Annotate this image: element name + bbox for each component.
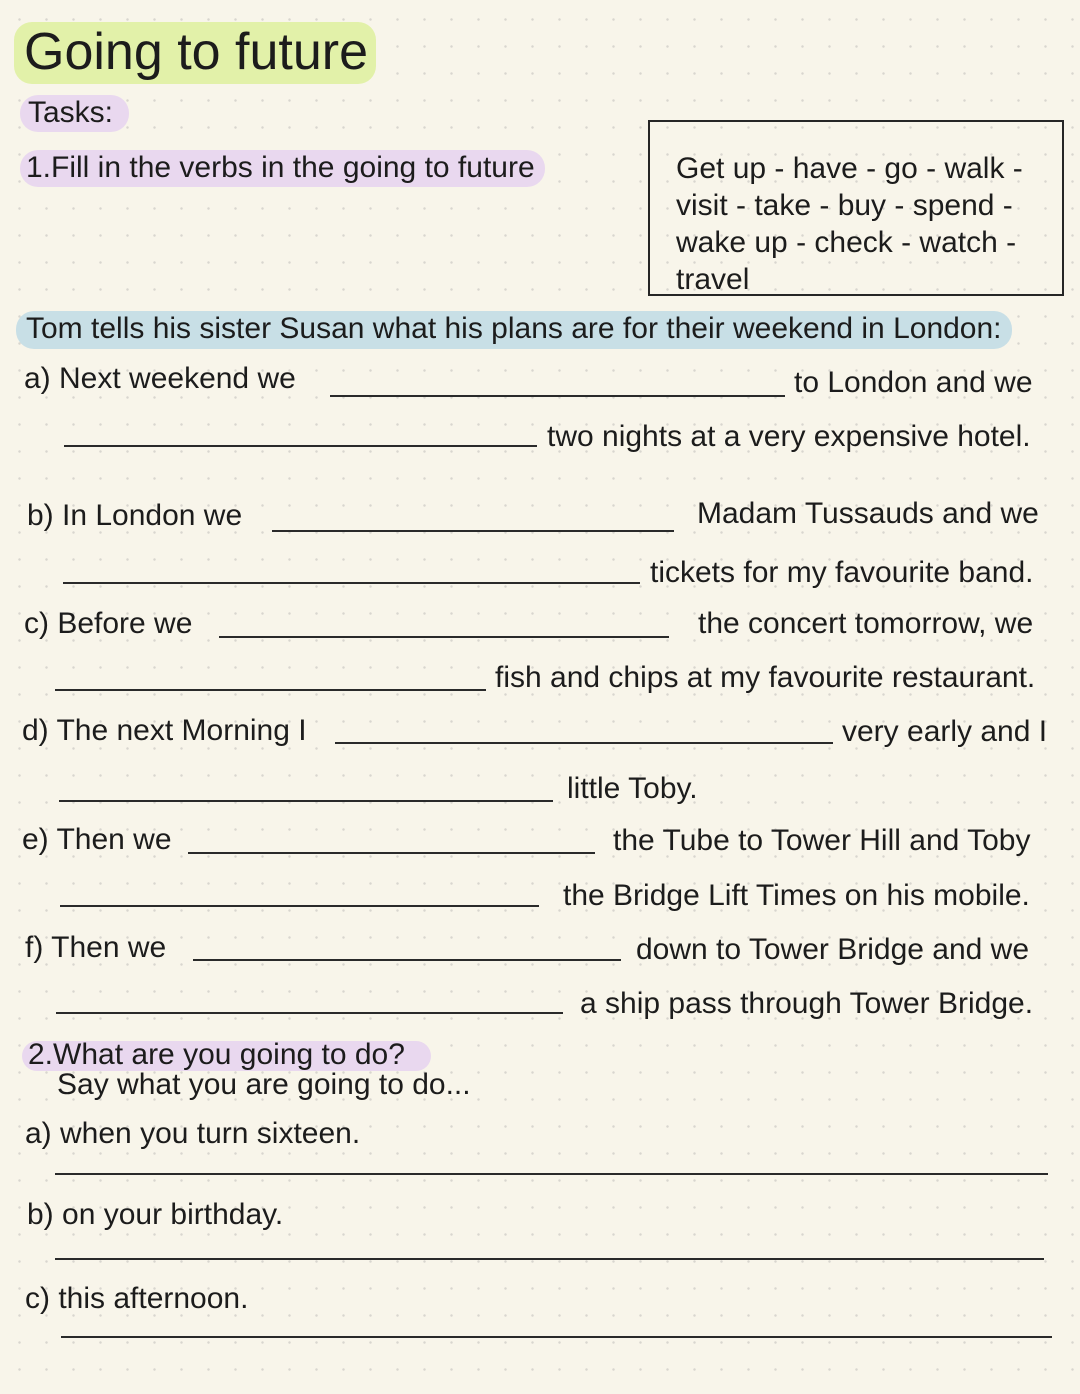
exercise-d-blank-1[interactable] xyxy=(335,742,833,744)
exercise-d-start: d) The next Morning I xyxy=(22,714,307,747)
exercise-b-end: Madam Tussauds and we xyxy=(697,497,1039,530)
intro-sentence: Tom tells his sister Susan what his plans are for their weekend in London: xyxy=(16,311,1012,349)
exercise-c-blank-1[interactable] xyxy=(219,636,669,638)
exercise-c-blank-2[interactable] xyxy=(55,689,486,691)
exercise-c-line2: fish and chips at my favourite restaurant. xyxy=(495,661,1036,694)
exercise-c-end: the concert tomorrow, we xyxy=(698,607,1034,640)
task1-instruction xyxy=(20,150,545,187)
task2-prompt-a: a) when you turn sixteen. xyxy=(25,1117,361,1150)
page-title: Going to future xyxy=(14,22,376,84)
task1-text: Fill in the verbs in the going to future xyxy=(51,151,535,184)
task2-number: 2. xyxy=(28,1038,54,1071)
exercise-a-end: to London and we xyxy=(794,366,1033,399)
exercise-f-blank-1[interactable] xyxy=(193,959,621,961)
exercise-a-blank-1[interactable] xyxy=(330,395,785,397)
exercise-f-line2: a ship pass through Tower Bridge. xyxy=(580,987,1034,1020)
exercise-e-blank-1[interactable] xyxy=(188,852,595,854)
exercise-a-blank-2[interactable] xyxy=(64,445,537,447)
exercise-b-blank-1[interactable] xyxy=(272,530,674,532)
exercise-f-end: down to Tower Bridge and we xyxy=(636,933,1030,966)
task2-heading-text: What are you going to do? xyxy=(53,1038,405,1071)
exercise-e-start: e) Then we xyxy=(22,823,172,856)
exercise-f-blank-2[interactable] xyxy=(56,1012,563,1014)
word-box-line: travel xyxy=(676,263,750,296)
task2-subheading: Say what you are going to do... xyxy=(57,1068,471,1101)
exercise-a-start: a) Next weekend we xyxy=(24,362,296,395)
task2-answer-c-line[interactable] xyxy=(61,1336,1052,1338)
exercise-e-end: the Tube to Tower Hill and Toby xyxy=(613,824,1031,857)
task2-answer-b-line[interactable] xyxy=(55,1258,1044,1260)
task2-answer-a-line[interactable] xyxy=(55,1173,1048,1175)
exercise-e-line2: the Bridge Lift Times on his mobile. xyxy=(563,879,1030,912)
verb-word-box xyxy=(648,120,1064,296)
task2-heading xyxy=(22,1038,431,1071)
exercise-f-start: f) Then we xyxy=(25,931,167,964)
exercise-d-end: very early and I xyxy=(842,715,1048,748)
exercise-e-blank-2[interactable] xyxy=(60,905,539,907)
exercise-b-blank-2[interactable] xyxy=(63,582,640,584)
exercise-a-line2: two nights at a very expensive hotel. xyxy=(547,420,1031,453)
word-box-line: Get up - have - go - walk - xyxy=(676,152,1023,185)
word-box-line: visit - take - buy - spend - xyxy=(676,189,1013,222)
task1-number: 1. xyxy=(26,151,52,184)
exercise-d-blank-2[interactable] xyxy=(59,800,553,802)
task2-prompt-c: c) this afternoon. xyxy=(25,1282,249,1315)
exercise-b-start: b) In London we xyxy=(27,499,243,532)
word-box-line: wake up - check - watch - xyxy=(676,226,1017,259)
exercise-c-start: c) Before we xyxy=(24,607,193,640)
task2-prompt-b: b) on your birthday. xyxy=(27,1198,284,1231)
exercise-b-line2: tickets for my favourite band. xyxy=(650,556,1034,589)
tasks-label: Tasks: xyxy=(20,95,129,132)
exercise-d-line2: little Toby. xyxy=(567,772,698,805)
